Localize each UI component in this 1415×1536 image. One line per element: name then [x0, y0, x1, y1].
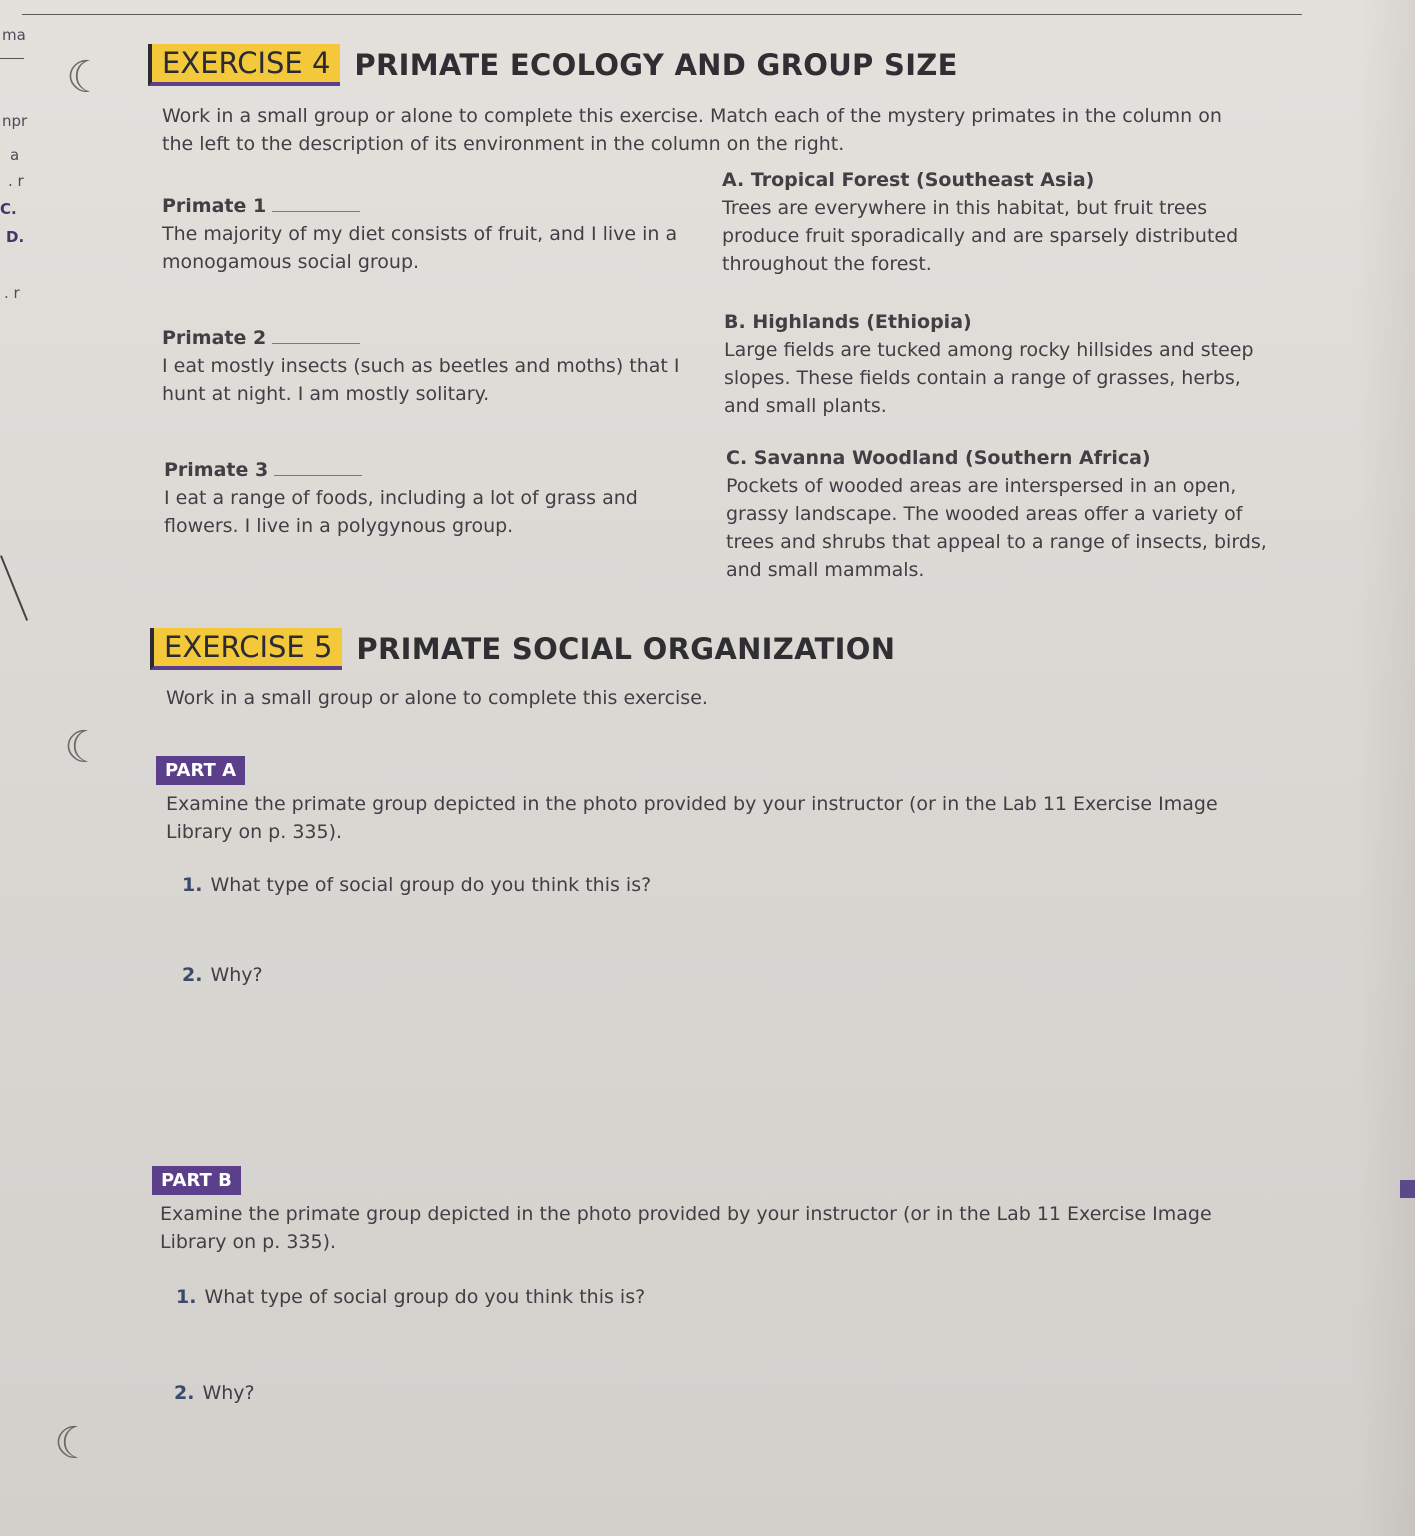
- margin-fragment: . r: [4, 284, 20, 302]
- page-shadow: [1355, 0, 1415, 1536]
- exercise-5-instructions: Work in a small group or alone to complete this exercise.: [166, 687, 708, 709]
- edge-tab: [1400, 1180, 1415, 1198]
- primate-2-label: Primate 2: [162, 327, 267, 349]
- primate-3-label: Primate 3: [164, 459, 269, 481]
- margin-line: [0, 555, 28, 621]
- margin-fragment: npr: [2, 112, 28, 130]
- margin-fragment: . r: [8, 172, 24, 190]
- margin-fragment: ma: [2, 26, 26, 44]
- habitat-b-description: Large fields are tucked among rocky hillsides and steep slopes. These fields contain a range of grasses, herbs, and small plants.: [724, 339, 1254, 417]
- part-a-instructions: Examine the primate group depicted in the photo provided by your instructor (or in the Lab 11 Exercise Image Library on p. 335).: [166, 793, 1218, 843]
- exercise-4-title: PRIMATE ECOLOGY AND GROUP SIZE: [354, 48, 958, 82]
- crescent-logo-icon: ☾: [64, 722, 104, 773]
- primate-1: [162, 192, 702, 276]
- primate-1-label: Primate 1: [162, 195, 267, 217]
- margin-rule: [0, 58, 24, 59]
- primate-3: [164, 456, 684, 540]
- habitat-c-description: Pockets of wooded areas are interspersed in an open, grassy landscape. The wooded areas offer a variety of trees and shrubs that appeal to a range of insects, birds, and small mammals.: [726, 475, 1267, 581]
- primate-2: [162, 324, 702, 408]
- crescent-logo-icon: ☾: [66, 52, 106, 103]
- margin-fragment: a: [10, 146, 20, 164]
- part-a-badge: PART A: [156, 756, 245, 785]
- habitat-c-title: C. Savanna Woodland (Southern Africa): [726, 447, 1151, 469]
- primate-3-description: I eat a range of foods, including a lot of grass and flowers. I live in a polygynous group.: [164, 487, 638, 537]
- primate-2-description: I eat mostly insects (such as beetles and moths) that I hunt at night. I am mostly solitary.: [162, 355, 680, 405]
- top-rule: [22, 14, 1302, 15]
- habitat-a-title: A. Tropical Forest (Southeast Asia): [722, 169, 1095, 191]
- habitat-c: [726, 444, 1278, 584]
- margin-fragment: C.: [0, 200, 17, 218]
- part-b-badge: PART B: [152, 1166, 241, 1195]
- exercise-4-instructions: Work in a small group or alone to complete this exercise. Match each of the mystery primates in the column on the left to the description of its environment in the column on the right.: [162, 105, 1222, 155]
- crescent-logo-icon: ☾: [54, 1418, 94, 1469]
- part-b-instructions: Examine the primate group depicted in the photo provided by your instructor (or in the Lab 11 Exercise Image Library on p. 335).: [160, 1203, 1212, 1253]
- exercise-4-heading: [148, 44, 958, 86]
- habitat-b: [724, 308, 1269, 420]
- habitat-a: [722, 166, 1262, 278]
- margin-fragment: D.: [6, 228, 25, 246]
- answer-blank[interactable]: [274, 463, 362, 476]
- primate-1-description: The majority of my diet consists of fruit, and I live in a monogamous social group.: [162, 223, 678, 273]
- exercise-5-heading: [150, 628, 895, 670]
- answer-blank[interactable]: [272, 331, 360, 344]
- part-b-question-1: 1. What type of social group do you think this is?: [176, 1286, 646, 1308]
- exercise-5-label: EXERCISE 5: [150, 628, 342, 670]
- answer-blank[interactable]: [272, 199, 360, 212]
- habitat-b-title: B. Highlands (Ethiopia): [724, 311, 972, 333]
- exercise-4-label: EXERCISE 4: [148, 44, 340, 86]
- exercise-5-title: PRIMATE SOCIAL ORGANIZATION: [356, 632, 896, 666]
- part-a-question-1: 1. What type of social group do you think this is?: [182, 874, 652, 896]
- habitat-a-description: Trees are everywhere in this habitat, but fruit trees produce fruit sporadically and are sparsely distributed throughout the forest.: [722, 197, 1239, 275]
- part-a-question-2: 2. Why?: [182, 964, 263, 986]
- part-b-question-2: 2. Why?: [174, 1382, 255, 1404]
